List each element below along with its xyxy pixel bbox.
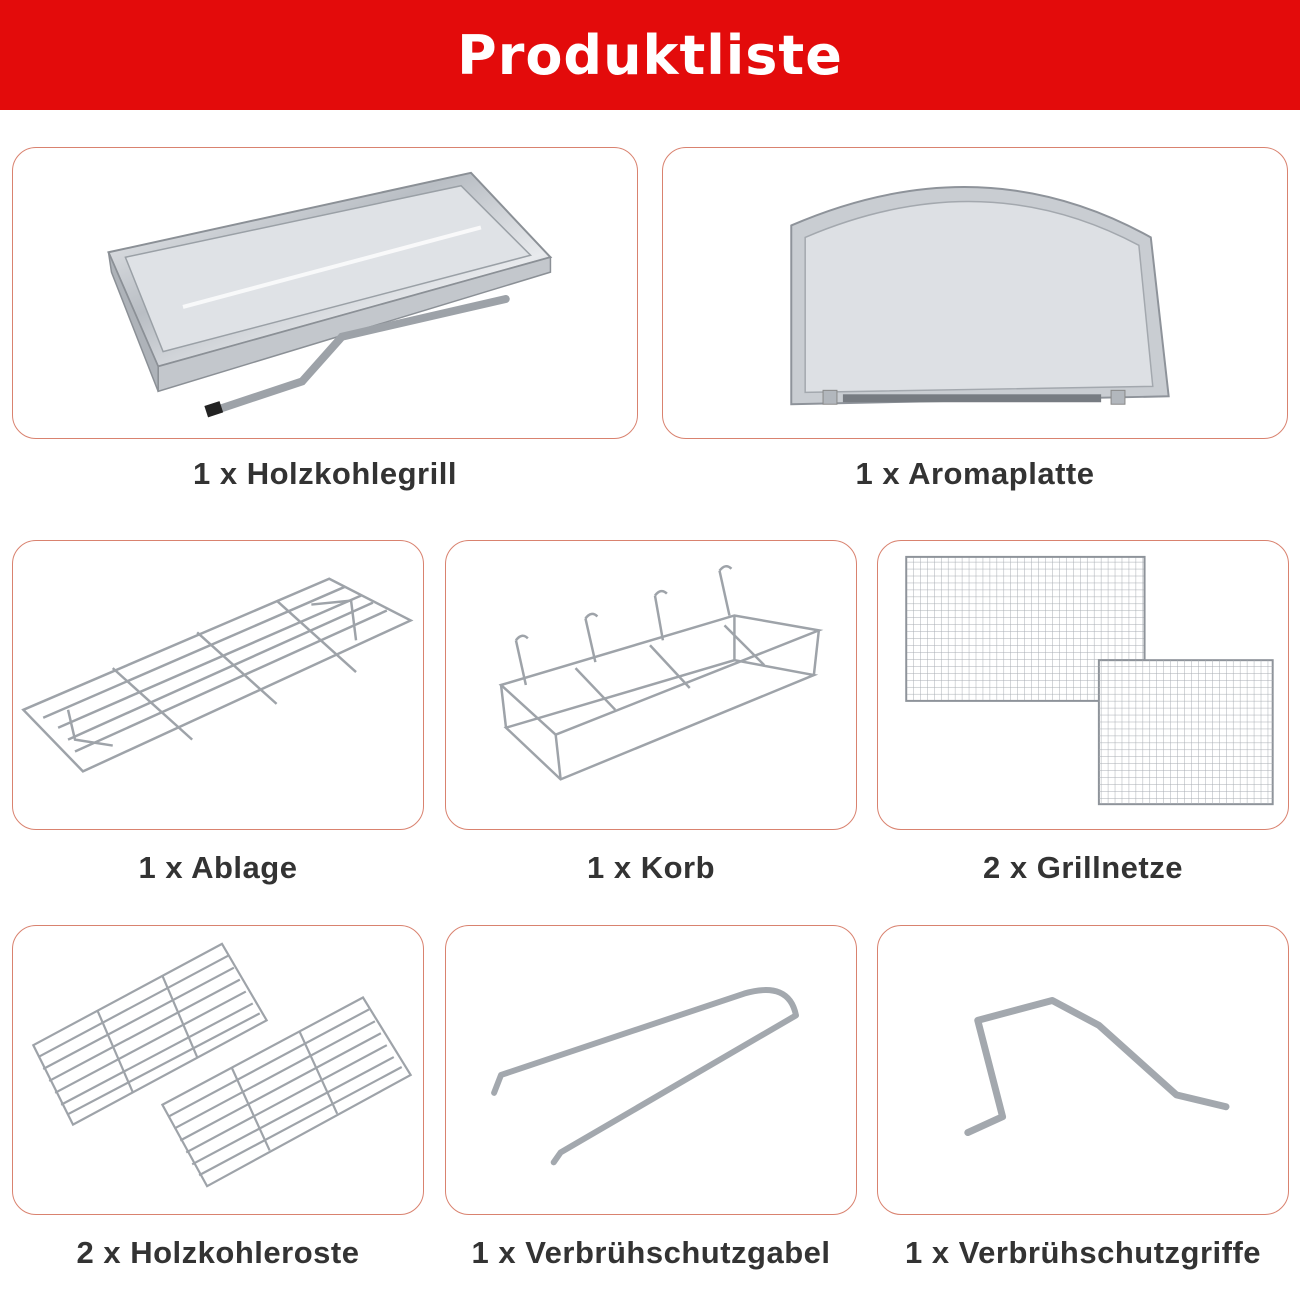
aroma-plate-icon (663, 148, 1287, 438)
grill-mesh-icon (878, 541, 1288, 829)
product-label-charcoal-grate: 2 x Holzkohleroste (76, 1235, 360, 1270)
product-label-shelf-rack: 1 x Ablage (138, 850, 298, 885)
shelf-rack-icon (13, 541, 423, 829)
product-label-aroma-plate: 1 x Aromaplatte (855, 456, 1095, 491)
product-card-charcoal-grill (12, 147, 638, 439)
product-label-basket: 1 x Korb (586, 850, 716, 885)
product-card-scald-protection-fork (445, 925, 857, 1215)
scald-protection-handle-icon (878, 926, 1288, 1214)
product-label-scald-protection-fork: 1 x Verbrühschutzgabel (471, 1235, 831, 1270)
basket-icon (446, 541, 856, 829)
product-card-shelf-rack (12, 540, 424, 830)
product-card-grill-mesh (877, 540, 1289, 830)
product-label-scald-protection-handle: 1 x Verbrühschutzgriffe (904, 1235, 1262, 1270)
product-label-grill-mesh: 2 x Grillnetze (983, 850, 1183, 885)
header-banner (0, 0, 1300, 110)
charcoal-grill-icon (13, 148, 637, 438)
product-card-basket (445, 540, 857, 830)
page-title: Produktliste (457, 23, 843, 87)
charcoal-grate-icon (13, 926, 423, 1214)
product-card-aroma-plate (662, 147, 1288, 439)
scald-protection-fork-icon (446, 926, 856, 1214)
product-card-charcoal-grate (12, 925, 424, 1215)
product-card-scald-protection-handle (877, 925, 1289, 1215)
product-label-charcoal-grill: 1 x Holzkohlegrill (193, 456, 457, 491)
